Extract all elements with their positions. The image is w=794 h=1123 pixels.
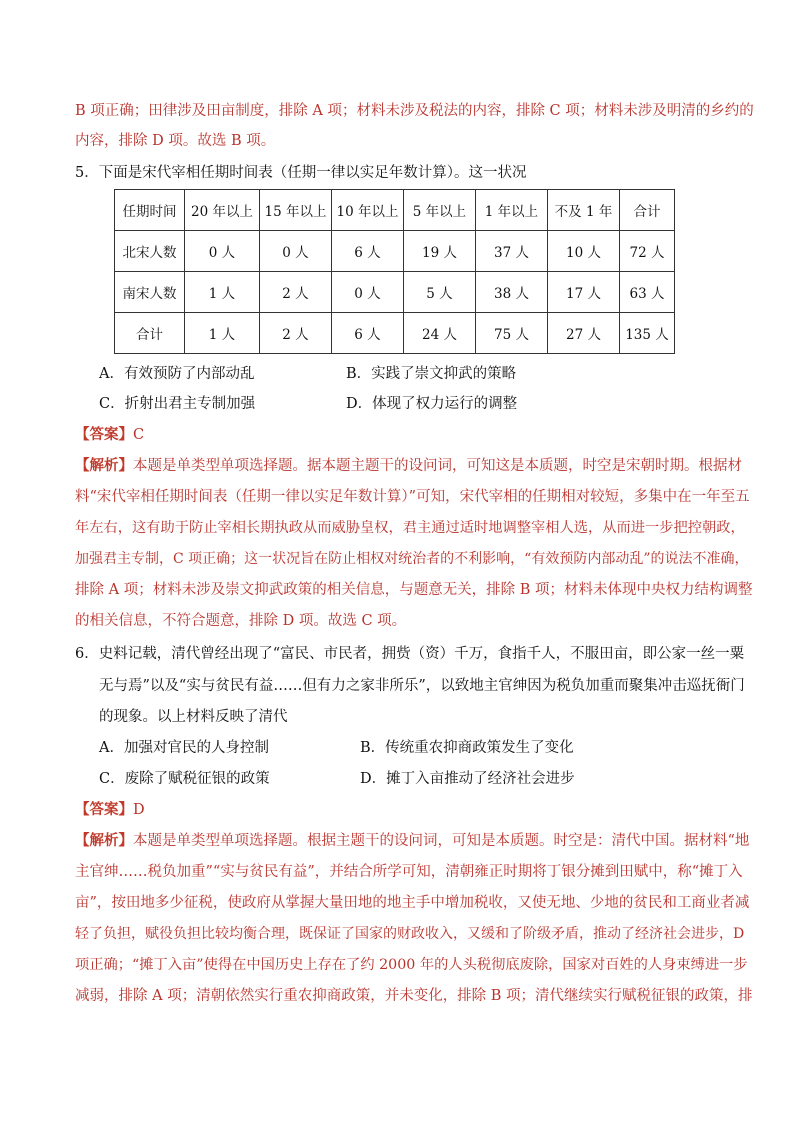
analysis-tag: 【解析】 [75,457,133,474]
table-header-cell: 合计 [620,190,675,231]
q5-option-d: D．体现了权力运行的调整 [346,396,518,412]
q5-analysis-line: 排除 A 项；材料未涉及崇文抑武政策的相关信息，与题意无关，排除 B 项；材料未体现中央权力结构调整 [75,582,753,598]
table-cell: 37 人 [476,231,548,272]
q5-analysis-line: 料“宋代宰相任期时间表（任期一律以实足年数计算）”可知，宋代宰相的任期相对较短，多集中在一年至五 [75,489,750,505]
table-cell: 10 人 [548,231,620,272]
table-cell: 2 人 [260,272,332,313]
table-header-cell: 10 年以上 [332,190,404,231]
table-cell: 63 人 [620,272,675,313]
table-cell: 5 人 [404,272,476,313]
analysis-text: 本题是单类型单项选择题。根据主题干的设问词，可知是本质题。时空是：清代中国。据材料“地 [133,833,750,849]
q6-analysis-line: 亩”，按田地多少征税，使政府从掌握大量田地的地主手中增加税收，又使无地、少地的贫民和工商业者减 [75,895,750,911]
q6-analysis-line: 项正确；“摊丁入亩”使得在中国历史上存在了约 2000 年的人头税彻底废除，国家对百姓的人身束缚进一步 [75,957,748,973]
table-cell: 0 人 [332,272,404,313]
table-row [115,313,675,354]
tenure-table [114,189,675,354]
table-header-cell: 20 年以上 [185,190,260,231]
q5-option-c: C．折射出君主专制加强 [99,396,256,412]
table-cell: 17 人 [548,272,620,313]
q6-analysis-line: 主官绅……税负加重”“实与贫民有益”，并结合所学可知，清朝雍正时期将丁银分摊到田赋中，称“摊丁入 [75,864,743,880]
answer-tag: 【答案】 [75,801,133,818]
table-row [115,231,675,272]
q5-analysis-line: 加强君主专制，C 项正确；这一状况旨在防止相权对统治者的不利影响，“有效预防内部动乱”的说法不准确， [75,551,749,567]
analysis-text: 本题是单类型单项选择题。据本题主题干的设问词，可知这是本质题，时空是宋朝时期。根据材 [133,458,742,474]
analysis-tag: 【解析】 [75,832,133,849]
table-cell: 合计 [115,313,185,354]
q6-answer [75,800,145,820]
table-cell: 1 人 [185,272,260,313]
q6-option-a: A．加强对官民的人身控制 [99,740,269,756]
q6-analysis-line: 减弱，排除 A 项；清朝依然实行重农抑商政策，并未变化，排除 B 项；清代继续实行赋税征银的政策，排 [75,988,753,1004]
table-cell: 0 人 [260,231,332,272]
q5-analysis-line [75,456,742,476]
table-cell: 6 人 [332,231,404,272]
q5-analysis-line: 的相关信息，不符合题意，排除 D 项。故选 C 项。 [75,613,407,629]
answer-value: C [133,427,145,443]
table-cell: 27 人 [548,313,620,354]
table-cell: 2 人 [260,313,332,354]
table-cell: 72 人 [620,231,675,272]
table-header-cell: 15 年以上 [260,190,332,231]
table-cell: 75 人 [476,313,548,354]
prev-explanation-line: B 项正确；田律涉及田亩制度，排除 A 项；材料未涉及税法的内容，排除 C 项；材料未涉及明清的乡约的 [75,103,754,119]
q6-analysis-line: 轻了负担，赋役负担比较均衡合理，既保证了国家的财政收入，又缓和了阶级矛盾，推动了经济社会进步，D [75,926,745,942]
table-cell: 19 人 [404,231,476,272]
table-cell: 24 人 [404,313,476,354]
table-header-cell: 1 年以上 [476,190,548,231]
q6-option-d: D．摊丁入亩推动了经济社会进步 [360,771,575,787]
table-cell: 38 人 [476,272,548,313]
q6-option-c: C．废除了赋税征银的政策 [99,771,270,787]
q6-option-b: B．传统重农抑商政策发生了变化 [360,740,574,756]
question-6-stem: 的现象。以上材料反映了清代 [99,709,288,725]
table-header-cell: 不及 1 年 [548,190,620,231]
table-row [115,272,675,313]
answer-value: D [133,802,145,818]
answer-tag: 【答案】 [75,426,133,443]
table-header-cell: 5 年以上 [404,190,476,231]
question-6-stem: 无与焉”以及“实与贫民有益……但有力之家非所乐”，以致地主官绅因为税负加重而聚集冲击巡抚衙门 [99,678,745,694]
table-cell: 南宋人数 [115,272,185,313]
table-cell: 北宋人数 [115,231,185,272]
q5-answer [75,425,144,445]
q5-option-b: B．实践了崇文抑武的策略 [346,366,517,382]
table-cell: 1 人 [185,313,260,354]
q5-option-a: A．有效预防了内部动乱 [99,366,255,382]
prev-explanation-line: 内容，排除 D 项。故选 B 项。 [75,133,276,149]
question-6-stem: 6．史料记载，清代曾经出现了“富民、市民者，拥赀（资）千万，食指千人，不服田亩，即公家一丝一粟 [75,646,745,662]
table-header-cell: 任期时间 [115,190,185,231]
table-cell: 135 人 [620,313,675,354]
table-cell: 0 人 [185,231,260,272]
q5-analysis-line: 年左右，这有助于防止宰相长期执政从而威胁皇权，君主通过适时地调整宰相人选，从而进一步把控朝政， [75,520,745,536]
table-cell: 6 人 [332,313,404,354]
question-5-stem: 5．下面是宋代宰相任期时间表（任期一律以实足年数计算）。这一状况 [75,165,527,181]
q6-analysis-line [75,831,749,851]
table-header-row [115,190,675,231]
